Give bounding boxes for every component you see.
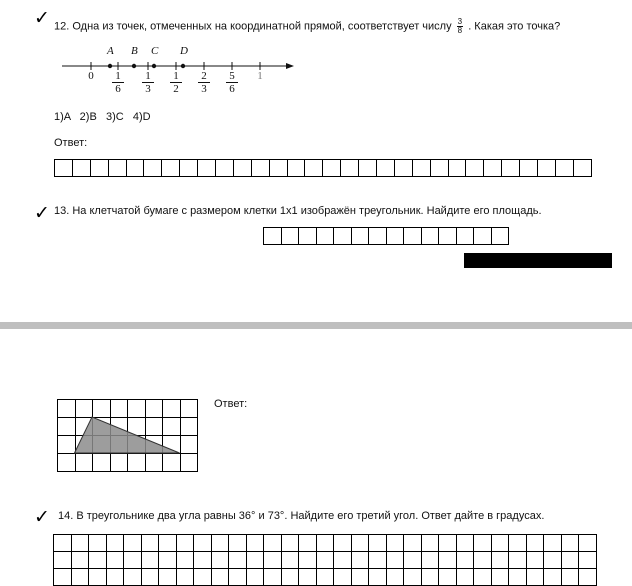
- answer-cell[interactable]: [212, 535, 230, 552]
- tick-label-0: 0: [88, 70, 94, 82]
- fraction-numerator: 3: [457, 17, 463, 26]
- tick-label-2-3: [198, 70, 210, 95]
- answer-cell[interactable]: [369, 227, 387, 245]
- answer-cell[interactable]: [556, 159, 574, 177]
- answer-cell[interactable]: [159, 552, 177, 569]
- answer-cell[interactable]: [492, 569, 510, 586]
- answer-cell[interactable]: [474, 227, 492, 245]
- answer-cell[interactable]: [55, 159, 73, 177]
- answer-cell[interactable]: [369, 535, 387, 552]
- question-13-answer-label: Ответ:: [214, 398, 248, 410]
- answer-cell[interactable]: [229, 569, 247, 586]
- question-14-text: 14. В треугольнике два угла равны 36° и 73°. Найдите его третий угол. Ответ дайте в градусах.: [58, 510, 545, 522]
- answer-cell[interactable]: [527, 569, 545, 586]
- answer-cell[interactable]: [352, 569, 370, 586]
- answer-cell[interactable]: [198, 159, 216, 177]
- answer-cell[interactable]: [387, 552, 405, 569]
- redaction-bar: [464, 253, 612, 268]
- answer-cell[interactable]: [404, 227, 422, 245]
- answer-cell[interactable]: [422, 227, 440, 245]
- answer-cell[interactable]: [54, 535, 72, 552]
- answer-cell[interactable]: [395, 159, 413, 177]
- answer-cell[interactable]: [352, 227, 370, 245]
- point-label-d: D: [180, 45, 188, 57]
- answer-cell[interactable]: [457, 227, 475, 245]
- answer-cell[interactable]: [229, 535, 247, 552]
- triangle-figure: [57, 399, 198, 472]
- answer-cell[interactable]: [72, 552, 90, 569]
- answer-cell[interactable]: [509, 569, 527, 586]
- answer-cell[interactable]: [299, 535, 317, 552]
- answer-cell[interactable]: [352, 535, 370, 552]
- answer-cells-12[interactable]: [54, 159, 592, 177]
- answer-cell[interactable]: [474, 535, 492, 552]
- answer-cell[interactable]: [369, 569, 387, 586]
- answer-cell[interactable]: [282, 227, 300, 245]
- answer-cell[interactable]: [72, 535, 90, 552]
- answer-cell[interactable]: [317, 569, 335, 586]
- answer-cell[interactable]: [54, 569, 72, 586]
- answer-cell[interactable]: [544, 552, 562, 569]
- answer-cell[interactable]: [317, 552, 335, 569]
- triangle-shape: [57, 399, 198, 472]
- answer-cell[interactable]: [305, 159, 323, 177]
- answer-cell[interactable]: [492, 535, 510, 552]
- answer-cell[interactable]: [579, 535, 597, 552]
- answer-cell[interactable]: [404, 535, 422, 552]
- answer-cell[interactable]: [194, 535, 212, 552]
- tick-numerator: 1: [142, 70, 154, 83]
- answer-cell[interactable]: [109, 159, 127, 177]
- answer-cell[interactable]: [439, 535, 457, 552]
- answer-cell[interactable]: [124, 535, 142, 552]
- answer-cell[interactable]: [387, 227, 405, 245]
- answer-cell[interactable]: [562, 569, 580, 586]
- check-mark-icon: ✓: [34, 506, 50, 528]
- answer-cells-13[interactable]: [263, 227, 509, 245]
- answer-cell[interactable]: [457, 569, 475, 586]
- answer-cell[interactable]: [457, 552, 475, 569]
- answer-cell[interactable]: [484, 159, 502, 177]
- answer-cell[interactable]: [334, 535, 352, 552]
- answer-cell[interactable]: [509, 552, 527, 569]
- answer-cell[interactable]: [124, 569, 142, 586]
- answer-cell[interactable]: [457, 535, 475, 552]
- question-13-text: 13. На клетчатой бумаге с размером клетки 1х1 изображён треугольник. Найдите его площадь.: [54, 205, 542, 217]
- tick-numerator: 1: [170, 70, 182, 83]
- question-12-suffix: . Какая это точка?: [468, 20, 561, 33]
- answer-cell[interactable]: [229, 552, 247, 569]
- answer-cell[interactable]: [212, 569, 230, 586]
- answer-cell[interactable]: [194, 552, 212, 569]
- answer-cell[interactable]: [334, 552, 352, 569]
- answer-cell[interactable]: [180, 159, 198, 177]
- arrow-head-icon: [286, 63, 294, 69]
- question-12-answer-label: Ответ:: [54, 137, 88, 149]
- answer-cell[interactable]: [544, 569, 562, 586]
- answer-cell[interactable]: [299, 569, 317, 586]
- answer-cell[interactable]: [439, 569, 457, 586]
- answer-cell[interactable]: [299, 227, 317, 245]
- answer-cell[interactable]: [509, 535, 527, 552]
- answer-cell[interactable]: [212, 552, 230, 569]
- answer-cell[interactable]: [404, 569, 422, 586]
- answer-cell[interactable]: [144, 159, 162, 177]
- answer-cell[interactable]: [492, 227, 510, 245]
- answer-cell[interactable]: [538, 159, 556, 177]
- answer-cell[interactable]: [107, 552, 125, 569]
- tick-numerator: 2: [198, 70, 210, 83]
- point-b: [132, 64, 136, 68]
- tick-label-1: 1: [257, 70, 263, 82]
- answer-cell[interactable]: [89, 535, 107, 552]
- answer-cell[interactable]: [264, 227, 282, 245]
- tick-label-1-3: [142, 70, 154, 95]
- answer-cell[interactable]: [377, 159, 395, 177]
- answer-cell[interactable]: [54, 552, 72, 569]
- answer-cell[interactable]: [177, 535, 195, 552]
- fraction-3-8: [457, 18, 463, 35]
- answer-cell[interactable]: [264, 569, 282, 586]
- answer-cell[interactable]: [544, 535, 562, 552]
- tick-label-1-6: [112, 70, 124, 95]
- answer-cell[interactable]: [431, 159, 449, 177]
- answer-cell[interactable]: [520, 159, 538, 177]
- point-label-a: A: [107, 45, 114, 57]
- answer-cell[interactable]: [142, 552, 160, 569]
- answer-cell[interactable]: [282, 569, 300, 586]
- tick-denominator: 6: [229, 83, 235, 95]
- answer-cell[interactable]: [234, 159, 252, 177]
- answer-cell[interactable]: [162, 159, 180, 177]
- tick-numerator: 1: [112, 70, 124, 83]
- answer-cell[interactable]: [282, 552, 300, 569]
- answer-cell[interactable]: [282, 535, 300, 552]
- answer-cell[interactable]: [124, 552, 142, 569]
- answer-cell[interactable]: [502, 159, 520, 177]
- tick-label-1-2: [170, 70, 182, 95]
- answer-cell[interactable]: [466, 159, 484, 177]
- answer-cell[interactable]: [323, 159, 341, 177]
- answer-cell[interactable]: [107, 535, 125, 552]
- answer-cell[interactable]: [439, 552, 457, 569]
- question-12-prefix: 12. Одна из точек, отмеченных на координатной прямой, соответствует числу: [54, 20, 452, 33]
- question-12-options: 1)A 2)B 3)C 4)D: [54, 111, 151, 123]
- answer-cell[interactable]: [264, 552, 282, 569]
- answer-cell[interactable]: [127, 159, 145, 177]
- answer-cell[interactable]: [492, 552, 510, 569]
- answer-cell[interactable]: [177, 569, 195, 586]
- tick-denominator: 6: [115, 83, 121, 95]
- answer-cell[interactable]: [422, 569, 440, 586]
- answer-cell[interactable]: [387, 569, 405, 586]
- answer-cell[interactable]: [562, 552, 580, 569]
- number-line: [60, 44, 300, 99]
- answer-cell[interactable]: [142, 569, 160, 586]
- answer-cell[interactable]: [574, 159, 592, 177]
- tick-denominator: 3: [145, 83, 151, 95]
- point-a: [108, 64, 112, 68]
- answer-cell[interactable]: [194, 569, 212, 586]
- point-c: [152, 64, 156, 68]
- answer-cell[interactable]: [422, 552, 440, 569]
- answer-cell[interactable]: [527, 535, 545, 552]
- answer-cell[interactable]: [579, 569, 597, 586]
- answer-cell[interactable]: [341, 159, 359, 177]
- answer-cell[interactable]: [107, 569, 125, 586]
- answer-cell[interactable]: [177, 552, 195, 569]
- answer-cell[interactable]: [288, 159, 306, 177]
- answer-cell[interactable]: [527, 552, 545, 569]
- answer-cell[interactable]: [252, 159, 270, 177]
- point-label-c: C: [151, 45, 159, 57]
- answer-cell[interactable]: [352, 552, 370, 569]
- answer-cell[interactable]: [89, 552, 107, 569]
- page-separator: [0, 322, 632, 329]
- answer-cell[interactable]: [247, 552, 265, 569]
- answer-grid-14[interactable]: [53, 534, 597, 586]
- answer-cell[interactable]: [247, 535, 265, 552]
- answer-cell[interactable]: [413, 159, 431, 177]
- point-d: [181, 64, 185, 68]
- answer-cell[interactable]: [142, 535, 160, 552]
- answer-cell[interactable]: [474, 552, 492, 569]
- tick-numerator: 5: [226, 70, 238, 83]
- answer-cell[interactable]: [216, 159, 234, 177]
- answer-cell[interactable]: [299, 552, 317, 569]
- tick-denominator: 2: [173, 83, 179, 95]
- answer-cell[interactable]: [579, 552, 597, 569]
- tick-denominator: 3: [201, 83, 207, 95]
- answer-cell[interactable]: [387, 535, 405, 552]
- answer-cell[interactable]: [334, 569, 352, 586]
- answer-cell[interactable]: [474, 569, 492, 586]
- answer-cell[interactable]: [72, 569, 90, 586]
- fraction-denominator: 8: [457, 26, 463, 35]
- answer-cell[interactable]: [562, 535, 580, 552]
- question-12-text: [54, 18, 560, 35]
- answer-cell[interactable]: [91, 159, 109, 177]
- check-mark-icon: ✓: [34, 7, 50, 29]
- answer-cell[interactable]: [270, 159, 288, 177]
- answer-cell[interactable]: [369, 552, 387, 569]
- answer-cell[interactable]: [159, 535, 177, 552]
- answer-cell[interactable]: [73, 159, 91, 177]
- answer-cell[interactable]: [359, 159, 377, 177]
- answer-cell[interactable]: [317, 535, 335, 552]
- answer-cell[interactable]: [439, 227, 457, 245]
- answer-cell[interactable]: [449, 159, 467, 177]
- check-mark-icon: ✓: [34, 202, 50, 224]
- answer-cell[interactable]: [247, 569, 265, 586]
- tick-label-5-6: [226, 70, 238, 95]
- answer-cell[interactable]: [334, 227, 352, 245]
- answer-cell[interactable]: [404, 552, 422, 569]
- point-label-b: B: [131, 45, 138, 57]
- answer-cell[interactable]: [422, 535, 440, 552]
- answer-cell[interactable]: [89, 569, 107, 586]
- answer-cell[interactable]: [264, 535, 282, 552]
- answer-cell[interactable]: [317, 227, 335, 245]
- answer-cell[interactable]: [159, 569, 177, 586]
